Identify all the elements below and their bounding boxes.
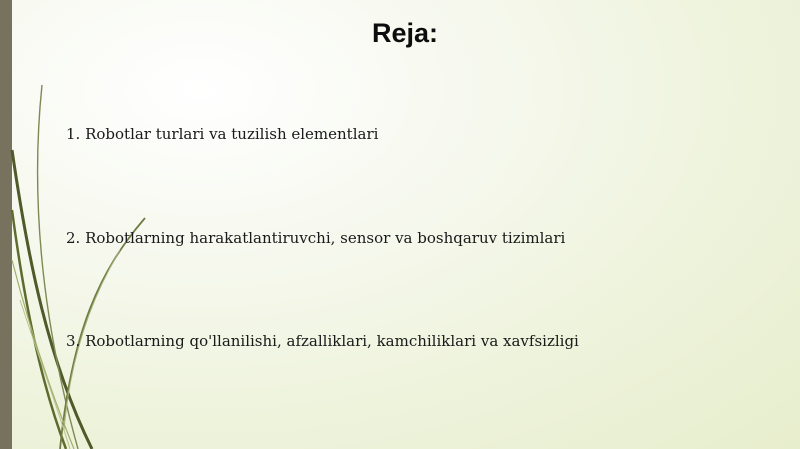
left-accent-bar xyxy=(0,0,12,449)
plan-item-2: 2. Robotlarning harakatlantiruvchi, sensor va boshqaruv tizimlari xyxy=(66,229,566,247)
plan-item-1: 1. Robotlar turlari va tuzilish elementlari xyxy=(66,125,379,143)
slide-title: Reja: xyxy=(371,18,439,48)
plan-item-3: 3. Robotlarning qo'llanilishi, afzalliklari, kamchiliklari va xavfsizligi xyxy=(66,332,579,350)
